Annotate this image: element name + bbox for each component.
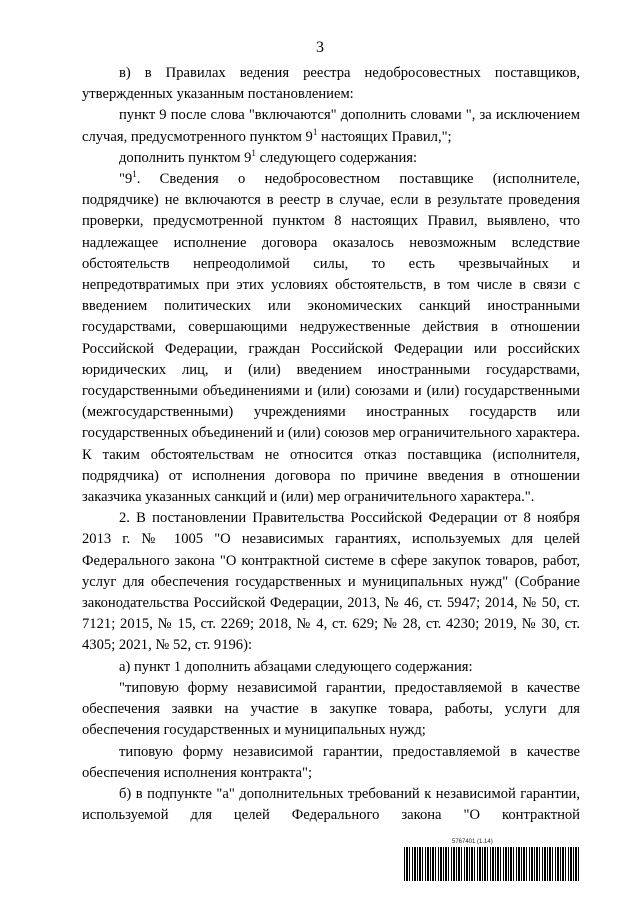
- paragraph-v: в) в Правилах ведения реестра недобросовестных поставщиков, утвержденных указанным постановлением:: [82, 65, 580, 103]
- document-code: 5767401 (1.14): [452, 839, 493, 845]
- paragraph-b: б) в подпункте "а" дополнительных требований к независимой гарантии, используемой для целей Федерального закона "О контрактной: [82, 785, 580, 824]
- footer: [404, 838, 580, 888]
- page-number: 3: [316, 39, 324, 56]
- paragraph-tipovuyu-zayavka: "типовую форму независимой гарантии, предоставляемой в качестве обеспечения заявки на участие в закупке товара, работы, услуги для обеспечения государственных и муниципальных нужд;: [82, 679, 580, 739]
- paragraph-a: а) пункт 1 дополнить абзацами следующего содержания:: [119, 658, 473, 675]
- paragraph-2: 2. В постановлении Правительства Российской Федерации от 8 ноября 2013 г. № 1005 "О независимых гарантиях, используемых для целей Федерального закона "О контрактной системе в сфере закупок товаров, работ, услуг для обеспечения государственных и муниципальных нужд" (Собрание законодательства Российской Федерации, 2013, № 46, ст. 5947; 2014, № 50, ст. 7121; 2015, № 15, ст. 2269; 2018, № 4, ст. 629; № 28, ст. 4230; 2019, № 30, ст. 4305; 2021, № 52, ст. 9196):: [82, 510, 580, 654]
- paragraph-punkt-9: пункт 9 после слова "включаются" дополнить словами ", за исключением случая, предусмотренного пунктом $9^1$ настоящих Правил,";: [82, 107, 580, 145]
- paragraph-9-1: "$9^1$. Сведения о недобросовестном поставщике (исполнителе, подрядчике) не включаются в реестр в случае, если в результате проведения проверки, предусмотренной пунктом 8 настоящих Правил, выявлено, что надлежащее исполнение договора оказалось невозможным вследствие обстоятельств непреодолимой силы, то есть чрезвычайных и непредотвратимых при этих условиях обстоятельств, в том числе в связи с введением политических или экономических санкций иностранными государствами, совершающими недружественные действия в отношении Российской Федерации, граждан Российской Федерации или российских юридических лиц, и (или) введением иностранными государствами, государственными объединениями и (или) союзами и (или) государственными (межгосударственными) учреждениями иностранных государств или государственных объединений и (или) союзов мер ограничительного характера. К таким обстоятельствам не относится отказ поставщика (исполнителя, подрядчика) от исполнения договора по причине введения в отношении заказчика указанных санкций и (или) мер ограничительного характера.".: [82, 169, 580, 506]
- paragraph-tipovuyu-kontrakt: типовую форму независимой гарантии, предоставляемой в качестве обеспечения исполнения контракта";: [82, 743, 580, 781]
- paragraph-dopolnit: дополнить пунктом $9^1$ следующего содержания:: [119, 147, 418, 166]
- document-body: [82, 63, 580, 826]
- barcode: [404, 847, 580, 881]
